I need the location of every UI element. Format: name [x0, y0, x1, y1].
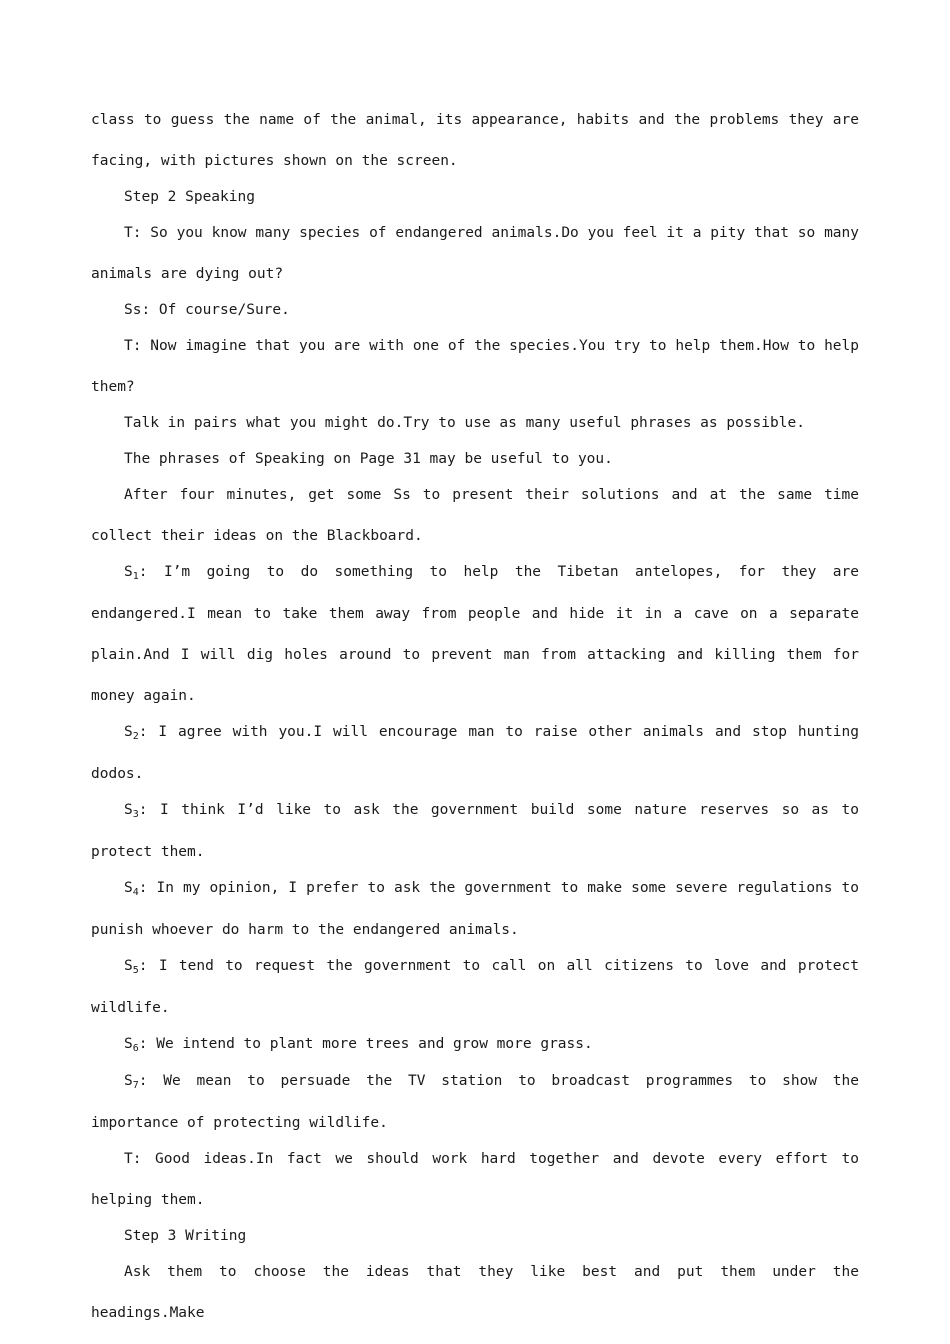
- speaker-label: S: [124, 880, 133, 896]
- document-page: [91, 100, 859, 1329]
- paragraph-student-3: [91, 790, 859, 873]
- speaker-number: 7: [132, 1080, 139, 1091]
- paragraph-collect-ideas: After four minutes, get some Ss to present their solutions and at the same time collect their ideas on the Blackboard.: [91, 487, 859, 544]
- student-text: : I’m going to do something to help the Tibetan antelopes, for they are endangered.I mean to take them away from people and hide it in a cave on a separate plain.And I will dig holes around to prevent man from attacking and killing them for money again.: [91, 564, 859, 704]
- student-text: : In my opinion, I prefer to ask the government to make some severe regulations to punish whoever do harm to the endangered animals.: [91, 880, 859, 938]
- paragraph-student-7: [91, 1061, 859, 1144]
- student-text: : We intend to plant more trees and grow more grass.: [138, 1036, 593, 1052]
- speaker-label: S: [124, 1036, 133, 1052]
- paragraph-intro: class to guess the name of the animal, its appearance, habits and the problems they are facing, with pictures shown on the screen.: [91, 112, 859, 169]
- paragraph-students-answer: Ss: Of course/Sure.: [124, 302, 290, 318]
- speaker-label: S: [124, 564, 133, 580]
- speaker-label: S: [124, 958, 133, 974]
- student-text: : We mean to persuade the TV station to broadcast programmes to show the importance of protecting wildlife.: [91, 1073, 859, 1131]
- heading-step-3: Step 3 Writing: [124, 1228, 247, 1244]
- student-text: : I tend to request the government to call on all citizens to love and protect wildlife.: [91, 958, 859, 1016]
- paragraph-student-5: [91, 946, 859, 1029]
- paragraph-teacher-imagine: T: Now imagine that you are with one of the species.You try to help them.How to help them?: [91, 338, 859, 395]
- paragraph-teacher-question: T: So you know many species of endangered animals.Do you feel it a pity that so many animals are dying out?: [91, 225, 859, 282]
- speaker-label: S: [124, 802, 133, 818]
- paragraph-student-2: [91, 712, 859, 795]
- paragraph-teacher-summary: T: Good ideas.In fact we should work hard together and devote every effort to helping them.: [91, 1151, 859, 1208]
- paragraph-student-4: [91, 868, 859, 951]
- speaker-number: 2: [132, 731, 139, 742]
- speaker-label: S: [124, 1073, 133, 1089]
- speaker-number: 1: [132, 571, 139, 582]
- speaker-number: 5: [132, 965, 139, 976]
- speaker-number: 6: [132, 1043, 139, 1054]
- speaker-number: 3: [132, 809, 139, 820]
- paragraph-student-1: [91, 552, 859, 717]
- paragraph-pair-talk: Talk in pairs what you might do.Try to use as many useful phrases as possible.: [124, 415, 805, 431]
- paragraph-writing-task: Ask them to choose the ideas that they like best and put them under the headings.Make: [91, 1264, 859, 1321]
- speaker-label: S: [124, 724, 133, 740]
- student-text: : I think I’d like to ask the government build some nature reserves so as to protect them.: [91, 802, 859, 860]
- paragraph-phrases-note: The phrases of Speaking on Page 31 may be useful to you.: [124, 451, 613, 467]
- heading-step-2: Step 2 Speaking: [124, 189, 255, 205]
- speaker-number: 4: [132, 887, 139, 898]
- paragraph-student-6: [91, 1024, 859, 1066]
- student-text: : I agree with you.I will encourage man to raise other animals and stop hunting dodos.: [91, 724, 859, 782]
